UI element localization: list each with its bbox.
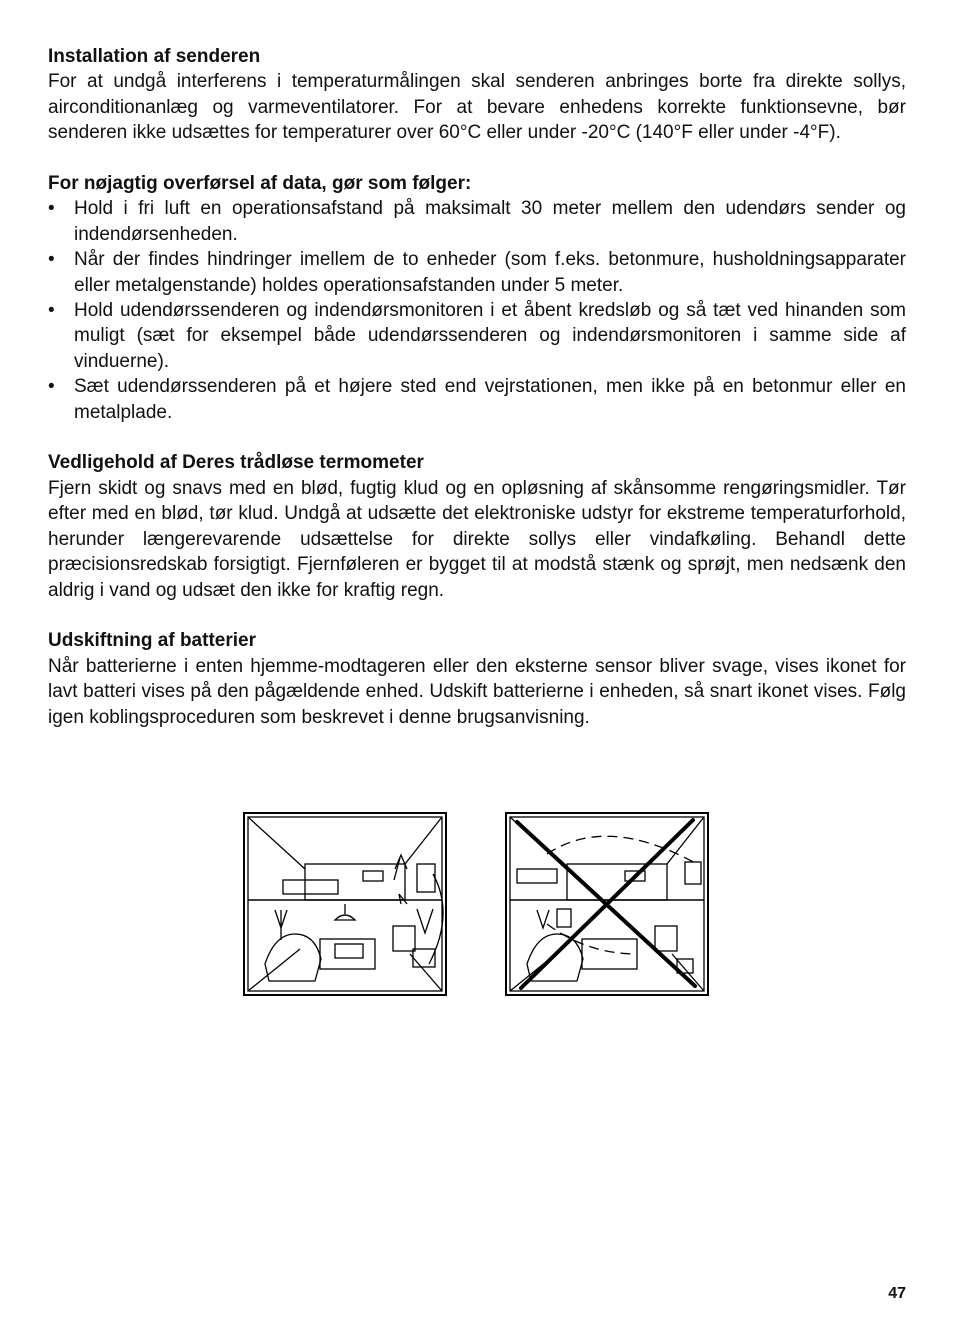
document-body [48,44,906,755]
section-heading: For nøjagtig overførsel af data, gør som følger: [48,173,472,195]
section-paragraph: Fjern skidt og snavs med en blød, fugtig klud og en opløsning af skånsomme rengøringsmidler. Tør efter med en blød, tør klud. Undgå at udsætte det elektroniske udstyr for ekstreme temperaturforhold, herunder længerevarende udsættelse for direkte sollys eller vindafkøling. Behandl dette præcisionsredskab forsigtigt. Fjernføleren er bygget til at modstå stænk og sprøjt, men nedsænk den aldrig i vand og udsæt den ikke for kraftig regn. [48,477,906,601]
bullet-text: Hold udendørssenderen og indendørsmonitoren i et åbent kredsløb og så tæt ved hinanden som muligt (sæt for eksempel både udendørssenderen og indendørsmonitoren i samme side af vinduerne). [74,300,906,372]
room-illustration-correct [245,814,445,994]
bullet-text: Sæt udendørssenderen på et højere sted end vejrstationen, men ikke på en betonmur eller en metalplade. [74,376,906,423]
bullet-dot: • [48,249,55,271]
incorrect-placement-figure [505,812,709,996]
bullet-dot: • [48,198,55,220]
section-installation [48,44,906,146]
bullet-item [48,247,906,298]
page-number: 47 [888,1285,906,1302]
bullet-item [48,374,906,425]
section-battery [48,628,906,730]
bullet-list [48,196,906,425]
bullet-item [48,196,906,247]
bullet-text: Hold i fri luft en operationsafstand på maksimalt 30 meter mellem den udendørs sender og indendørsenheden. [74,198,906,245]
room-illustration-incorrect [507,814,707,994]
placement-illustrations [0,812,954,997]
correct-placement-figure [243,812,447,996]
section-heading: Installation af senderen [48,46,261,67]
bullet-dot: • [48,300,55,322]
section-paragraph: Når batterierne i enten hjemme-modtageren eller den eksterne sensor bliver svage, vises ikonet for lavt batteri vises på den pågældende enhed. Udskift batterierne i enheden, så snart ikonet vises. Følg igen koblingsproceduren som beskrevet i denne brugsanvisning. [48,655,906,728]
section-maintenance [48,450,906,602]
bullet-item [48,298,906,374]
section-data-transfer [48,171,906,425]
section-paragraph: For at undgå interferens i temperaturmålingen skal senderen anbringes borte fra direkte sollys, airconditionanlæg og varmeventilatorer. For at bevare enhedens korrekte funktionsevne, bør senderen ikke udsættes for temperaturer over 60°C eller under -20°C (140°F eller under -4°F). [48,71,906,144]
bullet-dot: • [48,376,55,398]
section-heading: Udskiftning af batterier [48,630,256,652]
bullet-text: Når der findes hindringer imellem de to enheder (som f.eks. betonmure, husholdningsapparater eller metalgenstande) holdes operationsafstanden under 5 meter. [74,249,906,296]
section-heading: Vedligehold af Deres trådløse termometer [48,452,424,474]
